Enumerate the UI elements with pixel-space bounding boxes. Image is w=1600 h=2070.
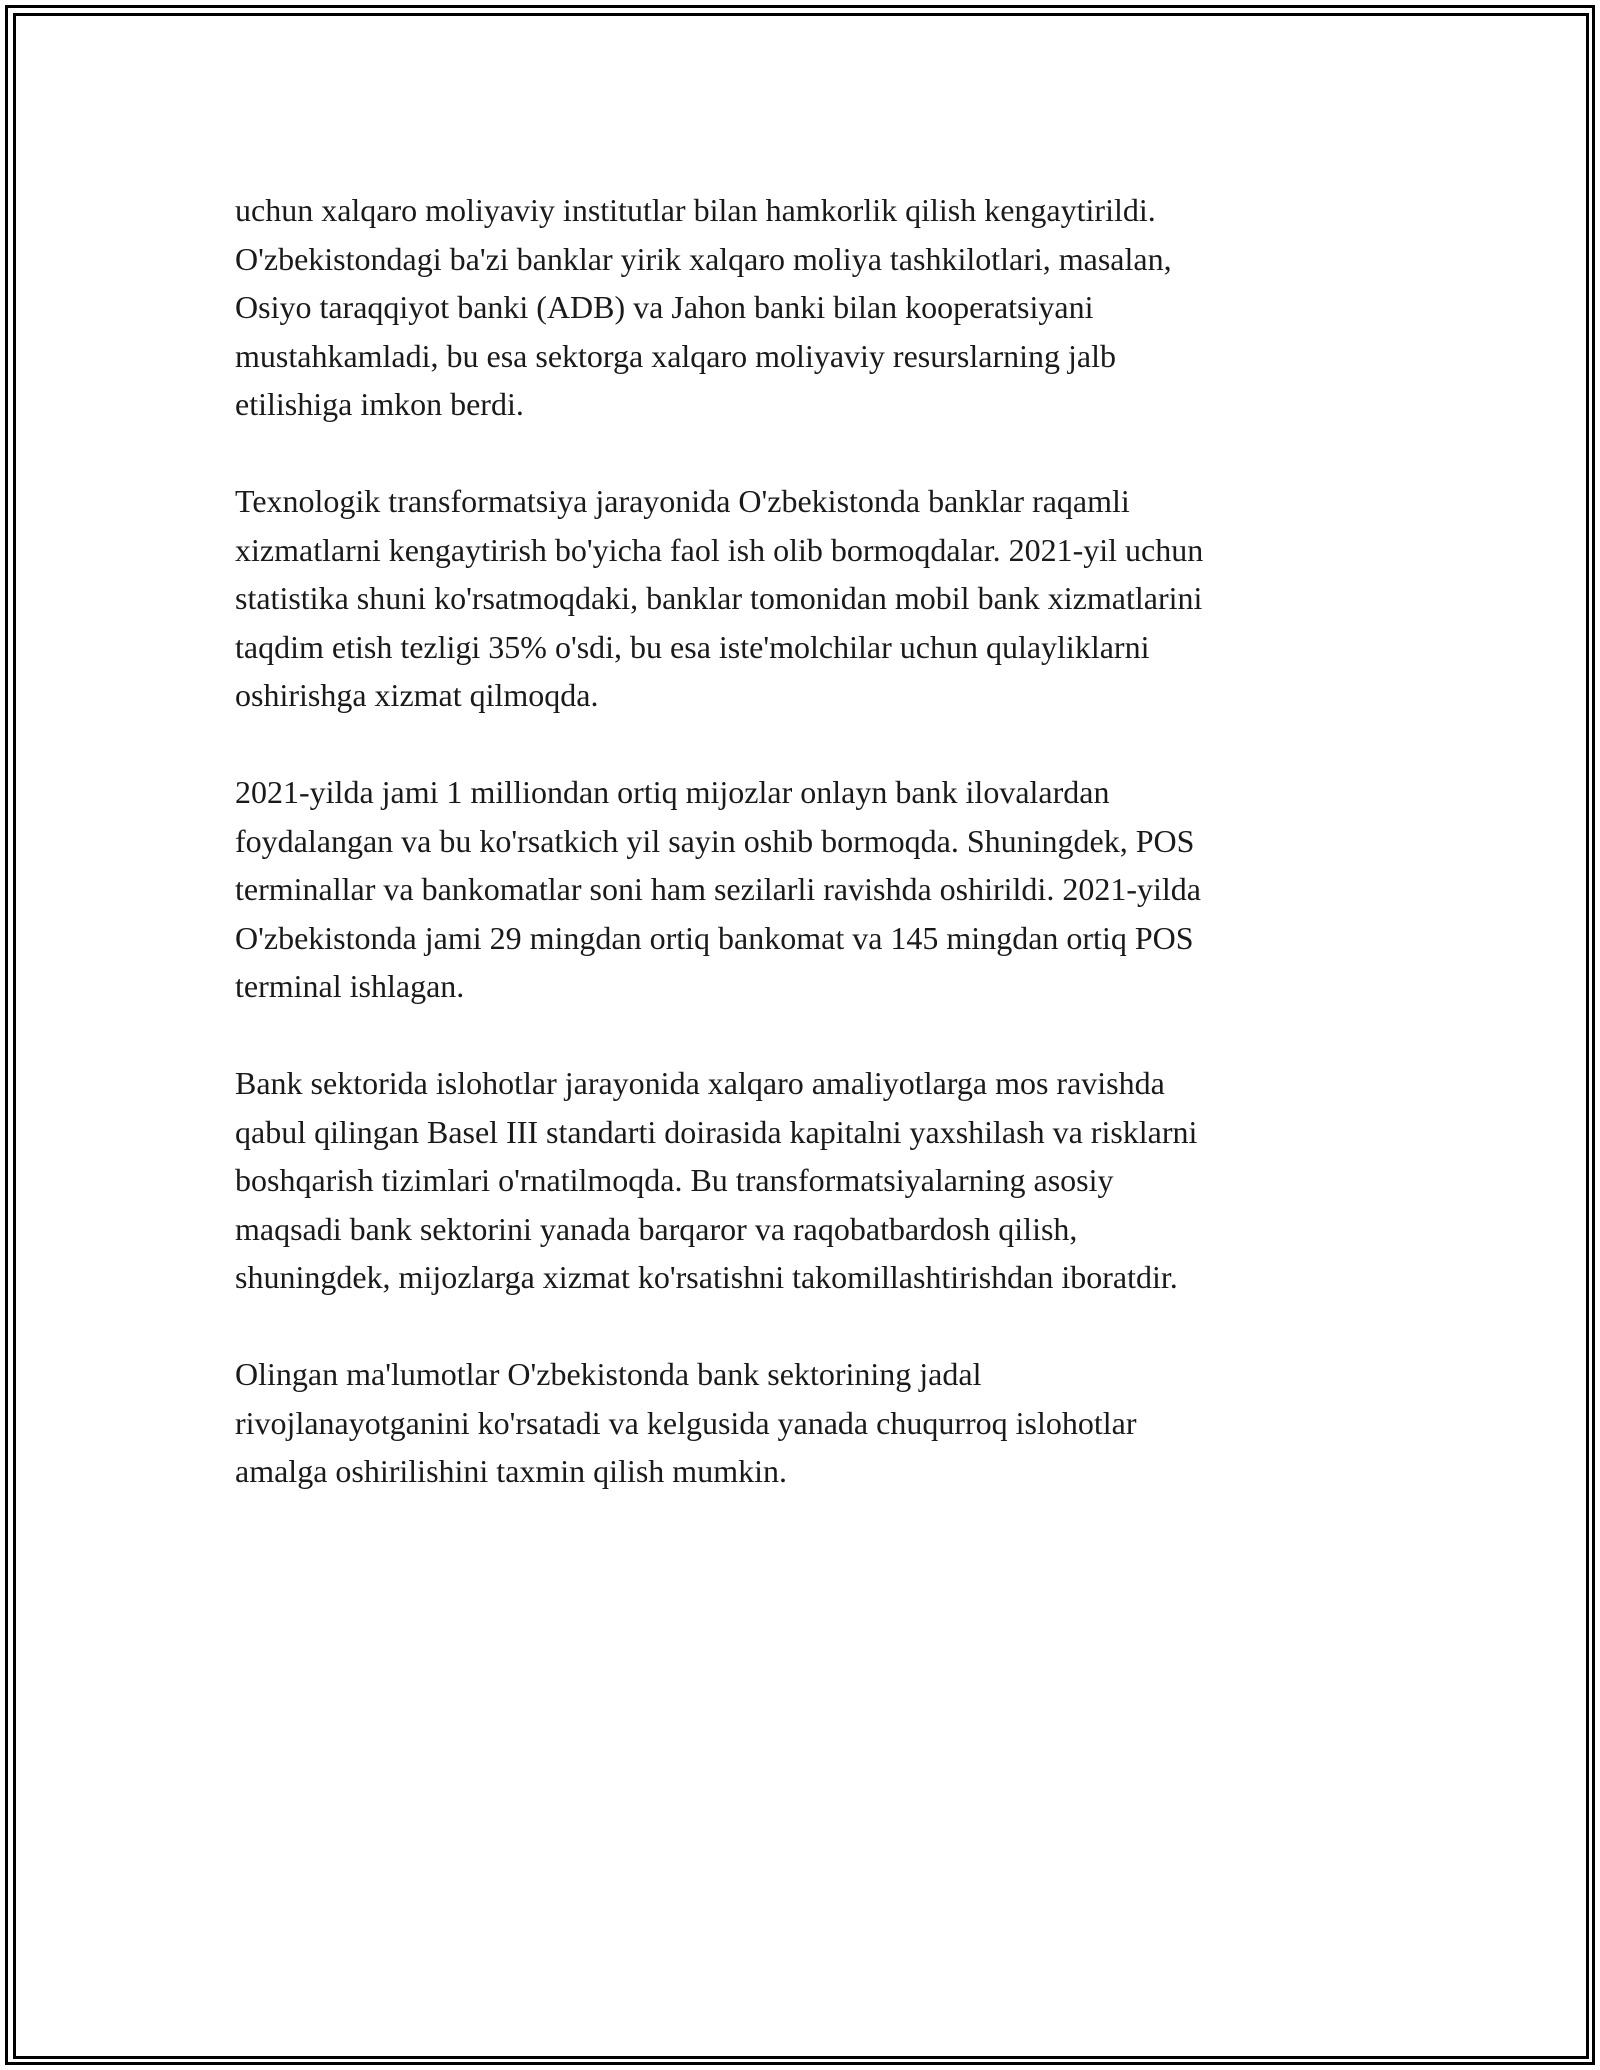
text-line: rivojlanayotganini ko'rsatadi va kelgusida yanada chuqurroq islohotlar — [235, 1404, 1137, 1441]
text-line: O'zbekistonda jami 29 mingdan ortiq bankomat va 145 mingdan ortiq POS — [235, 919, 1194, 956]
text-line: uchun xalqaro moliyaviy institutlar bilan hamkorlik qilish kengaytirildi. — [235, 192, 1156, 228]
text-line: maqsadi bank sektorini yanada barqaror va raqobatbardosh qilish, — [235, 1210, 1078, 1247]
text-line: Osiyo taraqqiyot banki (ADB) va Jahon banki bilan kooperatsiyani — [235, 289, 1094, 325]
text-line: taqdim etish tezligi 35% o'sdi, bu esa iste'molchilar uchun qulayliklarni — [235, 628, 1150, 665]
paragraph-basel-reforms — [235, 1059, 1385, 1302]
text-line: shuningdek, mijozlarga xizmat ko'rsatishni takomillashtirishdan iboratdir. — [235, 1259, 1178, 1295]
text-line: qabul qilingan Basel III standarti doirasida kapitalni yaxshilash va risklarni — [235, 1113, 1198, 1150]
text-line: oshirishga xizmat qilmoqda. — [235, 677, 599, 713]
text-line: Texnologik transformatsiya jarayonida O'zbekistonda banklar raqamli — [235, 483, 1130, 519]
paragraph-conclusion — [235, 1350, 1385, 1496]
text-line: terminal ishlagan. — [235, 968, 465, 1004]
paragraph-international-cooperation — [235, 186, 1385, 429]
text-line: Bank sektorida islohotlar jarayonida xalqaro amaliyotlarga mos ravishda — [235, 1065, 1165, 1101]
text-line: terminallar va bankomatlar soni ham sezilarli ravishda oshirildi. 2021-yilda — [235, 871, 1201, 907]
document-body — [235, 186, 1385, 1544]
paragraph-online-banking-statistics — [235, 768, 1385, 1011]
text-line: Olingan ma'lumotlar O'zbekistonda bank sektorining jadal — [235, 1356, 982, 1392]
text-line: etilishiga imkon berdi. — [235, 386, 524, 422]
paragraph-technological-transformation — [235, 477, 1385, 720]
text-line: statistika shuni ko'rsatmoqdaki, banklar tomonidan mobil bank xizmatlarini — [235, 580, 1203, 616]
text-line: boshqarish tizimlari o'rnatilmoqda. Bu transformatsiyalarning asosiy — [235, 1162, 1114, 1198]
text-line: O'zbekistondagi ba'zi banklar yirik xalqaro moliya tashkilotlari, masalan, — [235, 240, 1172, 277]
text-line: 2021-yilda jami 1 milliondan ortiq mijozlar onlayn bank ilovalardan — [235, 774, 1110, 810]
text-line: amalga oshirilishini taxmin qilish mumkin. — [235, 1453, 787, 1489]
text-line: mustahkamladi, bu esa sektorga xalqaro moliyaviy resurslarning jalb — [235, 337, 1116, 374]
text-line: foydalangan va bu ko'rsatkich yil sayin oshib bormoqda. Shuningdek, POS — [235, 822, 1195, 859]
text-line: xizmatlarni kengaytirish bo'yicha faol ish olib bormoqdalar. 2021-yil uchun — [235, 531, 1204, 568]
